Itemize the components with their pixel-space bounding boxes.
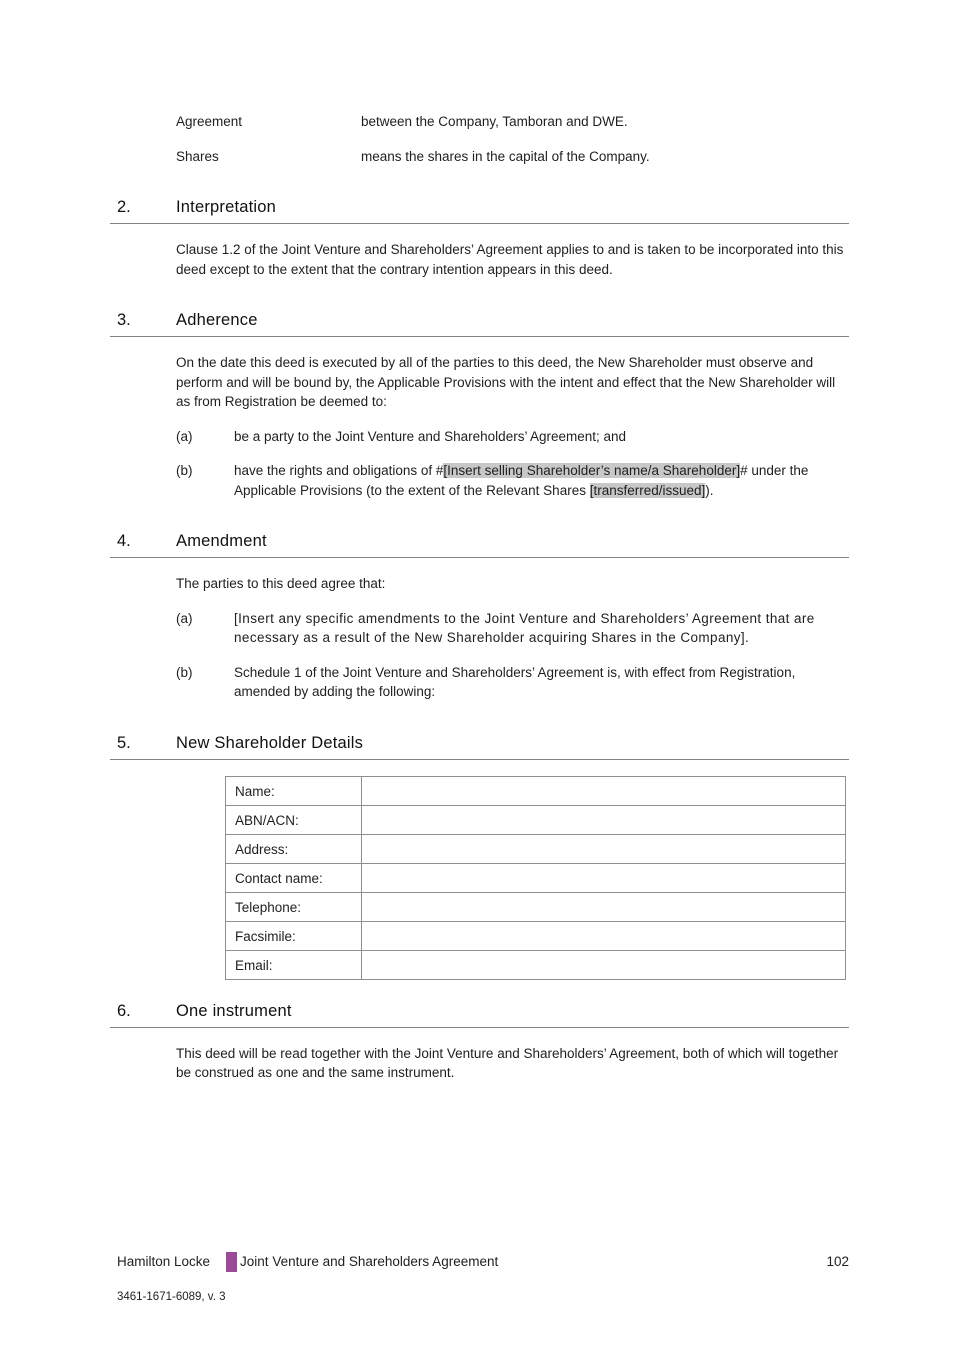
adherence-item-a [176,427,849,447]
section-heading-amendment [110,530,849,558]
table-row [226,863,846,892]
row-label: Name: [226,776,362,805]
text-segment: have the rights and obligations of # [234,463,444,478]
row-value [361,863,845,892]
text-segment: ). [705,482,714,498]
section-number: 4. [117,532,131,550]
row-value [361,776,845,805]
row-label: Email: [226,950,362,979]
row-value [361,892,845,921]
row-label: Facsimile: [226,921,362,950]
table-row [226,950,846,979]
section-number: 5. [117,733,131,752]
list-text: Schedule 1 of the Joint Venture and Shareholders’ Agreement is, with effect from Registration, amended by adding the following: [234,664,796,699]
row-label: Contact name: [226,863,362,892]
table-row [226,892,846,921]
highlighted-placeholder: [Insert selling Shareholder’s name/a Shareholder] [443,463,741,478]
section-title: Amendment [176,532,267,550]
definition-row [176,112,849,132]
section-title: New Shareholder Details [176,733,364,752]
row-value [361,950,845,979]
text-segment: # under the Applicable Provisions (to the extent of the Relevant Shares [234,463,809,498]
table-row [226,776,846,805]
row-label: Telephone: [226,892,362,921]
table-row [226,921,846,950]
document-id: 3461-1671-6089, v. 3 [117,1291,226,1303]
section-heading-new-shareholder-details [110,732,849,760]
interpretation-paragraph: Clause 1.2 of the Joint Venture and Shareholders’ Agreement applies to and is taken to be incorporated into this deed except to the extent that the contrary intention appears in this deed. [176,242,844,277]
section-number: 3. [117,311,131,329]
document-content [117,112,849,1083]
row-value [361,805,845,834]
footer-document-title: Joint Venture and Shareholders Agreement [240,1254,499,1269]
section-number: 6. [117,1001,131,1020]
new-shareholder-details-table [225,776,846,980]
section-heading-one-instrument [110,1000,849,1028]
highlighted-placeholder: [transferred/issued] [589,482,706,498]
row-value [361,834,845,863]
list-text [234,461,849,500]
section-heading-interpretation [110,196,849,224]
footer-firm-name: Hamilton Locke [117,1254,211,1269]
adherence-item-b [176,461,849,500]
row-value [361,921,845,950]
list-marker: (b) [176,664,193,680]
footer-page-number: 102 [826,1254,849,1269]
section-title: One instrument [176,1001,292,1020]
section-heading-adherence [110,309,849,337]
adherence-intro: On the date this deed is executed by all of the parties to this deed, the New Shareholder must observe and perform and will be bound by, the Applicable Provisions with the intent and effect that the New Shareholder will as from Registration be deemed to: [176,355,836,409]
table-row [226,834,846,863]
amendment-item-b [176,663,849,702]
list-text: be a party to the Joint Venture and Shareholders’ Agreement; and [234,428,627,444]
list-marker: (a) [176,428,193,444]
list-marker: (b) [176,463,193,478]
definition-term: Shares [176,148,219,164]
amendment-item-a [176,609,849,648]
table-row [226,805,846,834]
row-label: Address: [226,834,362,863]
definition-text: between the Company, Tamboran and DWE. [361,114,628,129]
footer-accent-bar [226,1252,237,1272]
section-title: Adherence [176,311,258,329]
definition-term: Agreement [176,114,243,129]
list-text: [Insert any specific amendments to the Joint Venture and Shareholders’ Agreement that are necessary as a result of the New Shareholder acquiring Shares in the Company]. [234,610,815,645]
section-number: 2. [117,198,131,216]
page-footer [117,1252,849,1272]
one-instrument-paragraph: This deed will be read together with the Joint Venture and Shareholders’ Agreement, both of which will together be construed as one and the same instrument. [176,1045,839,1080]
definition-text: means the shares in the capital of the Company. [361,148,650,164]
row-label: ABN/ACN: [226,805,362,834]
definition-row [176,147,849,167]
section-title: Interpretation [176,198,277,216]
amendment-intro: The parties to this deed agree that: [176,576,386,591]
list-marker: (a) [176,610,193,626]
